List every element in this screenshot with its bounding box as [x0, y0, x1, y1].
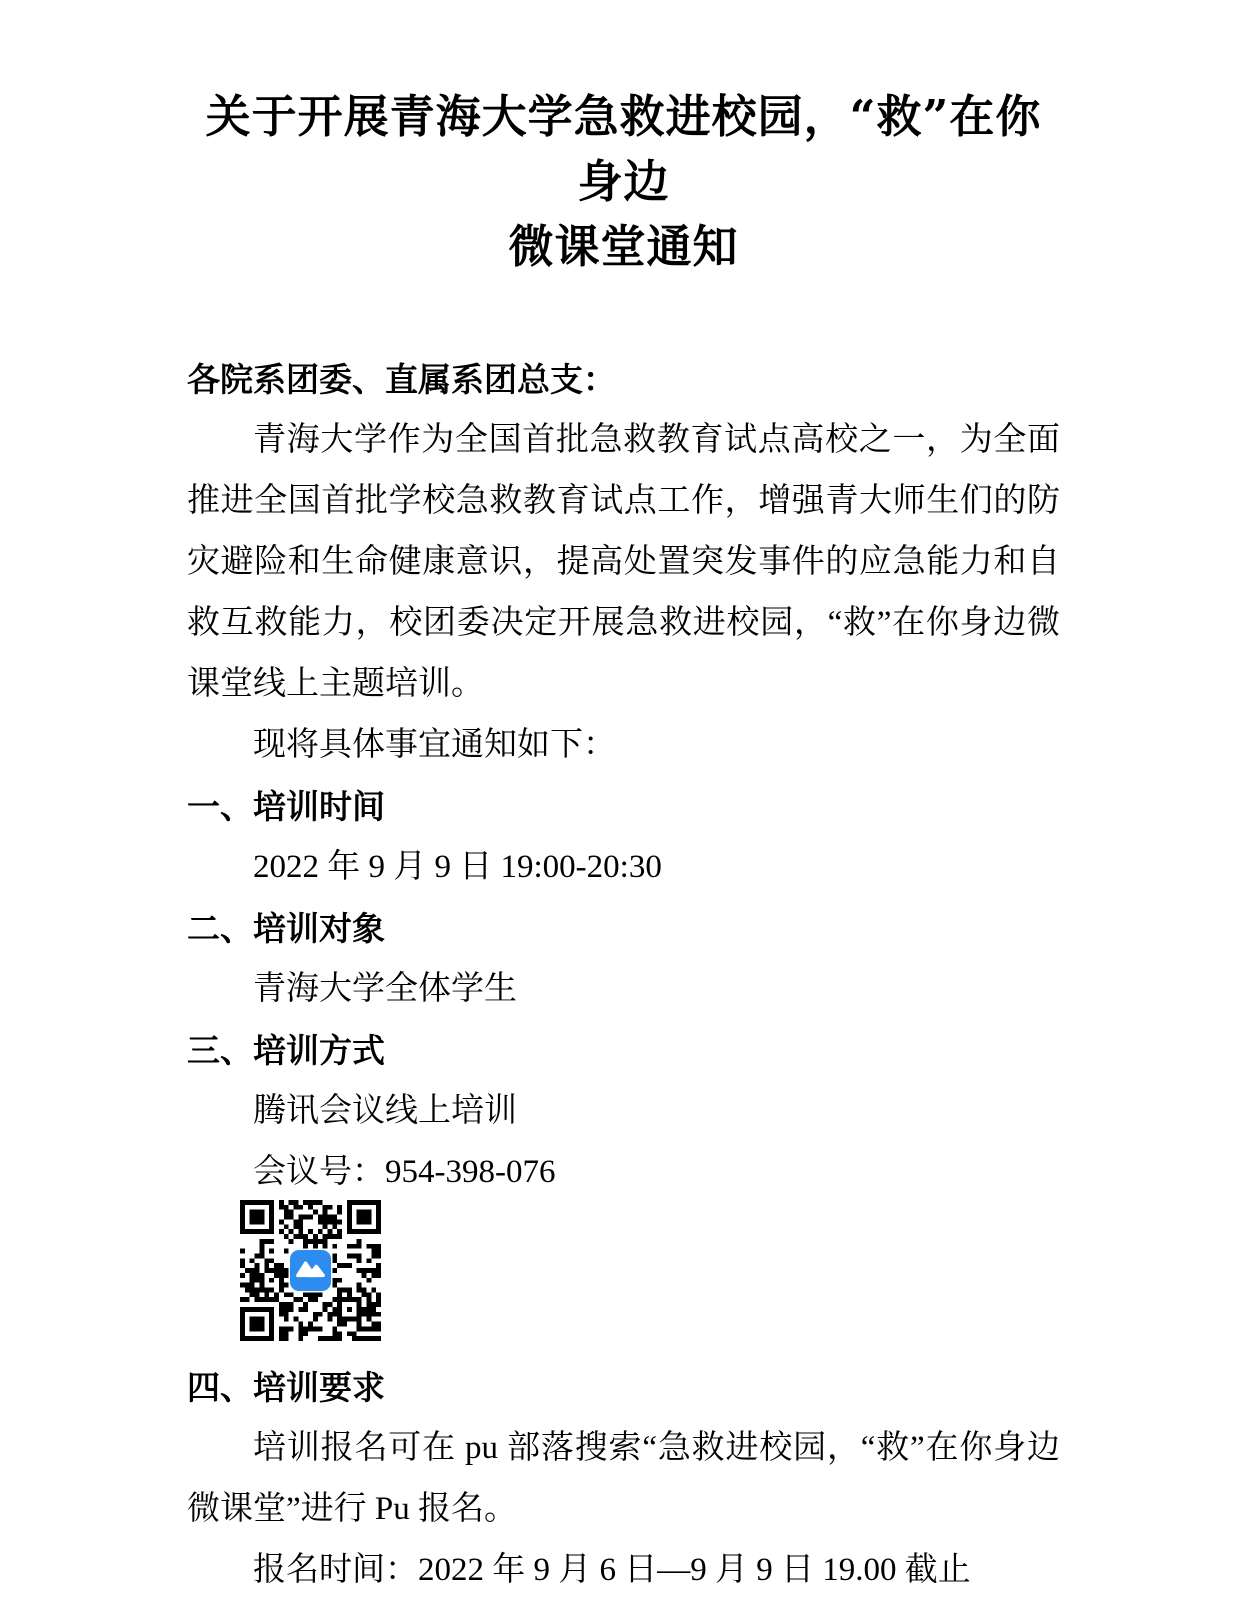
intro-paragraph: 青海大学作为全国首批急救教育试点高校之一，为全面推进全国首批学校急救教育试点工作，增强青大师生们的防灾避险和生命健康意识，提高处置突发事件的应急能力和自救互救能力，校团委决定开展急救进校园，“救”在你身边微课堂线上主题培训。	[187, 422, 1060, 702]
tencent-meeting-qr-code	[240, 1200, 381, 1341]
training-audience-line: 青海大学全体学生	[253, 971, 517, 1007]
training-time-line: 2022 年 9 月 9 日 19:00-20:30	[253, 849, 662, 885]
meeting-id-line: 会议号：954-398-076	[253, 1154, 556, 1190]
tencent-meeting-logo-icon	[290, 1250, 331, 1291]
mountain-glyph-icon	[294, 1254, 327, 1287]
signup-instructions-line: 培训报名可在 pu 部落搜索“急救进校园，“救”在你身边微课堂”进行 Pu 报名。	[187, 1430, 1060, 1527]
salutation: 各院系团委、直属系团总支：	[187, 361, 616, 398]
signup-deadline-line: 报名时间：2022 年 9 月 6 日—9 月 9 日 19.00 截止	[253, 1552, 971, 1588]
title-line-2: 微课堂通知	[508, 220, 739, 273]
section-1-heading: 一、培训时间	[187, 788, 385, 825]
training-method-line: 腾讯会议线上培训	[253, 1093, 517, 1129]
page-title	[187, 84, 1060, 279]
section-2-heading: 二、培训对象	[187, 910, 385, 947]
title-line-1: 关于开展青海大学急救进校园，“救”在你身边	[205, 90, 1042, 208]
section-3-heading: 三、培训方式	[187, 1032, 385, 1069]
follow-up-line: 现将具体事宜通知如下：	[253, 727, 616, 763]
section-4-heading: 四、培训要求	[187, 1369, 385, 1406]
